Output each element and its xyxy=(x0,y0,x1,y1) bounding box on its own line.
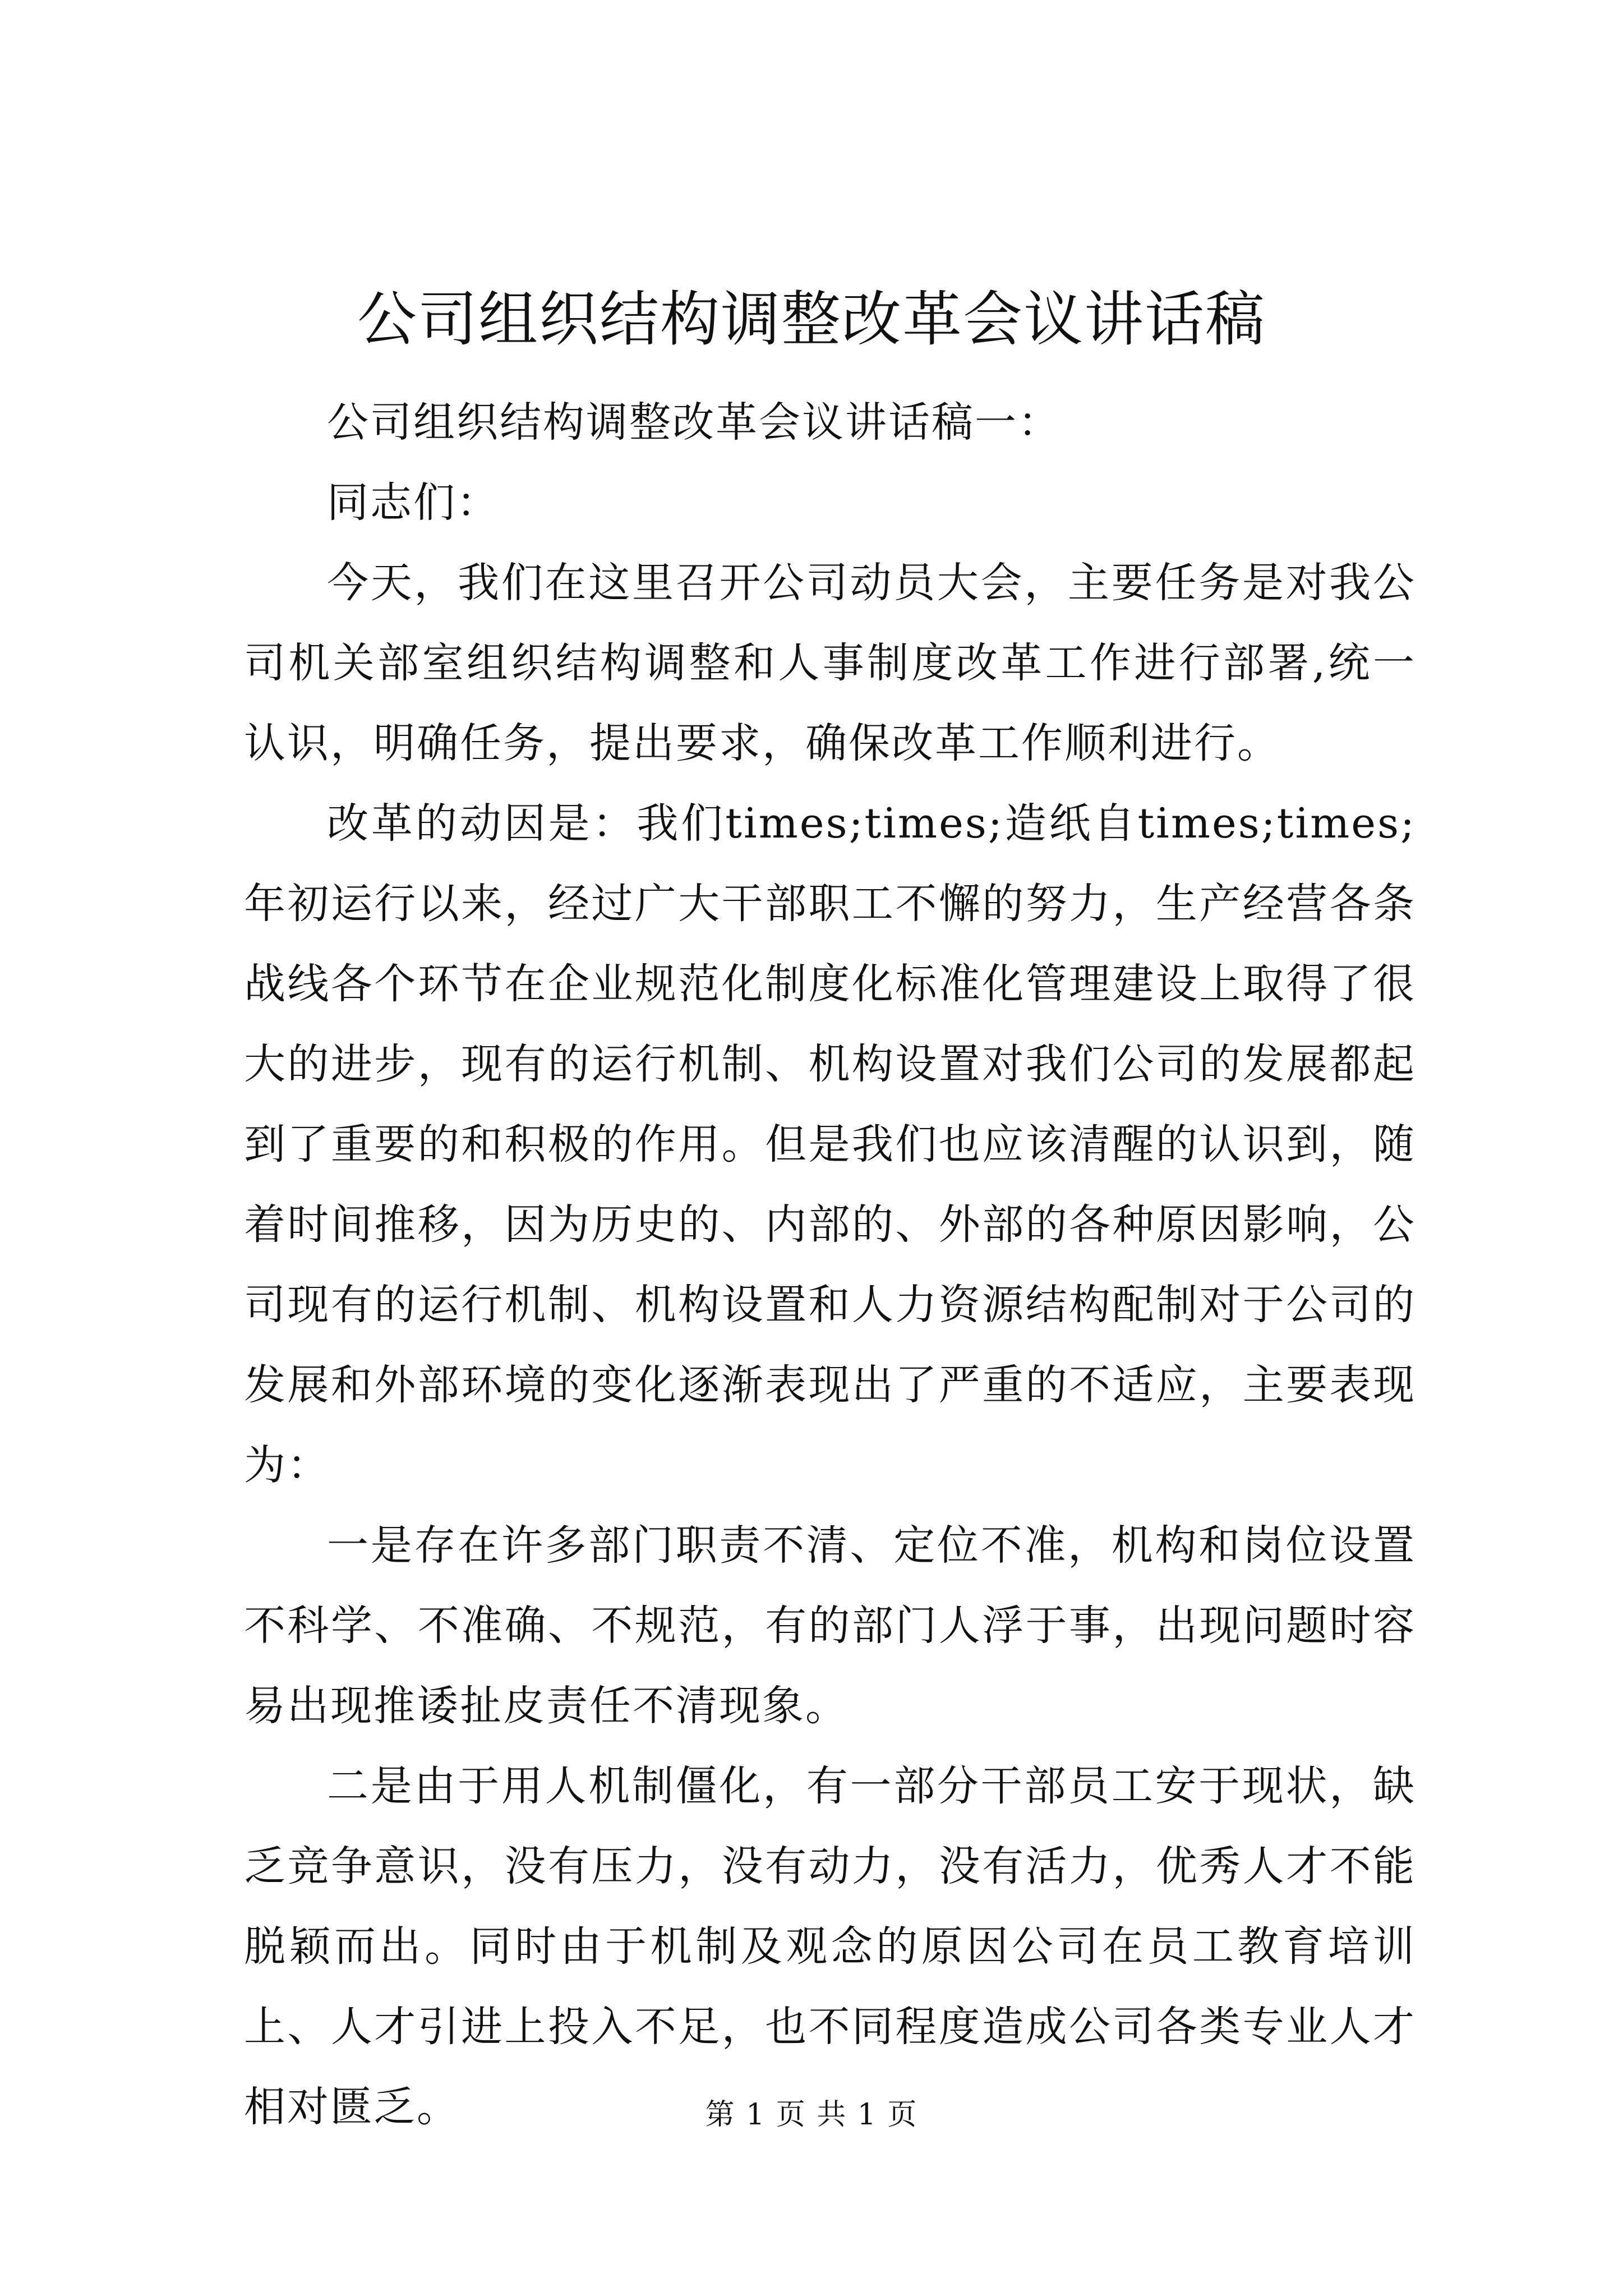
paragraph-intro: 今天，我们在这里召开公司动员大会，主要任务是对我公司机关部室组织结构调整和人事制度改革工作进行部署,统一认识，明确任务，提出要求，确保改革工作顺利进行。 xyxy=(244,559,1416,767)
paragraph-subtitle: 公司组织结构调整改革会议讲话稿一： xyxy=(327,398,1061,447)
document-body xyxy=(244,383,1416,2147)
paragraph-salutation: 同志们： xyxy=(327,478,500,527)
page-footer: 第 1 页 共 1 页 xyxy=(705,2098,918,2132)
paragraph-point-two: 二是由于用人机制僵化，有一部分干部员工安于现状，缺乏竞争意识，没有压力，没有动力，没有活力，优秀人才不能脱颖而出。同时由于机制及观念的原因公司在员工教育培训上、人才引进上投入不足，也不同程度造成公司各类专业人才相对匮乏。 xyxy=(244,1762,1416,2131)
paragraph-point-one: 一是存在许多部门职责不清、定位不准，机构和岗位设置不科学、不准确、不规范，有的部门人浮于事，出现问题时容易出现推诿扯皮责任不清现象。 xyxy=(244,1521,1416,1730)
document-title: 公司组织结构调整改革会议讲话稿 xyxy=(357,285,1266,354)
paragraph-reasons: 改革的动因是：我们times;times;造纸自times;times;年初运行以来，经过广大干部职工不懈的努力，生产经营各条战线各个环节在企业规范化制度化标准化管理建设上取得了很大的进步，现有的运行机制、机构设置对我们公司的发展都起到了重要的和积极的作用。但是我们也应该清醒的认识到，随着时间推移，因为历史的、内部的、外部的各种原因影响，公司现有的运行机制、机构设置和人力资源结构配制对于公司的发展和外部环境的变化逐渐表现出了严重的不适应，主要表现为： xyxy=(244,799,1416,1489)
